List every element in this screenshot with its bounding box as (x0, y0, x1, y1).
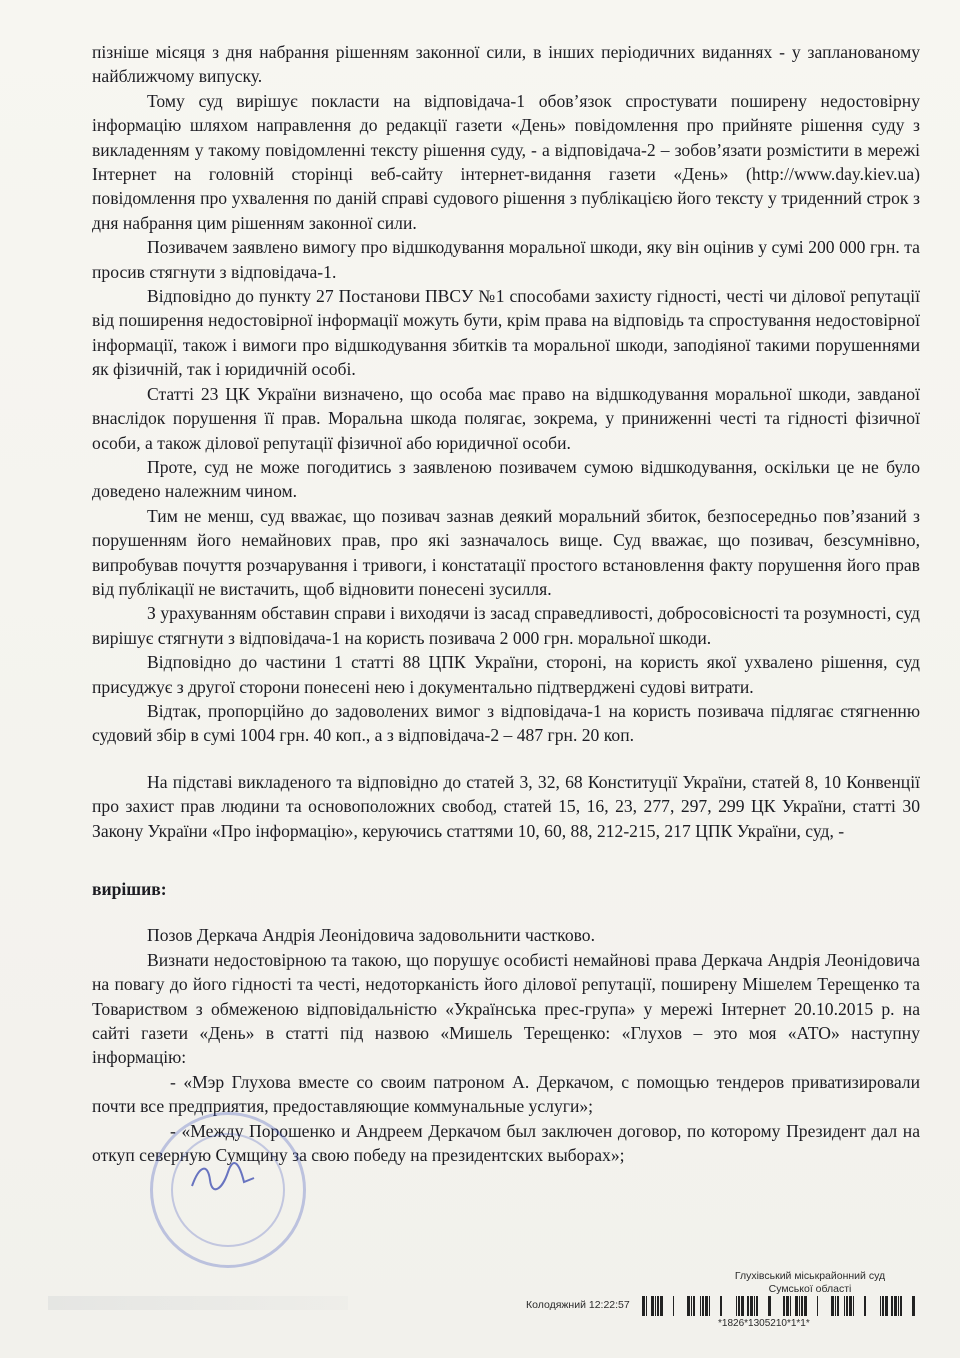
paragraph: пізніше місяця з дня набрання рішенням законної сили, в інших періодичних виданнях - у запланованому найближчому випуску. (92, 42, 920, 87)
resolution-paragraph: Визнати недостовірною та такою, що порушує особисті немайнові права Деркача Андрія Леонідовича на повагу до його гідності та честі, недоторканість його ділової репутації, поширену Мішелем Терещенко та Товариством з обмеженою відповідальністю «Українська прес-група» у мережі Інтернет 20.10.2015 р. на сайті газети «День» в статті під назвою «Мишель Терещенко: «Глухов – это моя «АТО» наступну інформацію: (92, 949, 920, 1068)
court-region-line: Сумської області (768, 1283, 852, 1295)
paragraph: З урахуванням обставин справи і виходячи із засад справедливості, добросовісності та розумності, суд вирішує стягнути з відповідача-1 на користь позивача 2 000 грн. моральної шкоди. (92, 603, 920, 648)
paragraph: Відповідно до частини 1 статті 88 ЦПК України, стороні, на користь якої ухвалено рішення, суд присуджує з другої сторони понесені нею і документально підтверджені судові витрати. (92, 652, 920, 697)
barcode-icon (642, 1296, 918, 1316)
court-name-block (700, 1270, 920, 1296)
resolution-paragraph: Позов Деркача Андрія Леонідовича задовольнити частково. (147, 925, 595, 946)
paragraph: Проте, суд не може погодитись з заявленою позивачем сумою відшкодування, оскільки це не було доведено належним чином. (92, 456, 920, 502)
paragraph: На підставі викладеного та відповідно до статей 3, 32, 68 Конституції України, статей 8, 10 Конвенції про захист прав людини та основоположних свобод, статей 15, 16, 23, 277, 297, 299 ЦК України, статті 30 Закону України «Про інформацію», керуючись статтями 10, 60, 88, 212-215, 217 ЦПК України, суд, - (92, 771, 920, 841)
resolution-heading: вирішив: (92, 879, 167, 899)
paragraph: Тим не менш, суд вважає, що позивач зазнав деякий моральний збиток, безпосередньо пов’язаний з порушенням його немайнових прав, про які зазначалось вище. Суд вважає, що позивач, безсумнівно, випробував почуття розчарування і тривоги, і констатації простого встановлення факту порушення його прав від публікації не вистачить, щоб відновити понесені зусилля. (92, 505, 920, 599)
quoted-statement: - «Между Порошенко и Андреем Деркачом был заключен договор, по которому Президент дал на откуп северную Сумщину за свою победу на президентских выборах»; (92, 1120, 920, 1166)
barcode-number: *1826*1305210*1*1* (718, 1318, 810, 1329)
document-body (92, 40, 920, 1167)
faded-footer-shadow (48, 1296, 348, 1310)
footer-user-time: Колодяжний 12:22:57 (526, 1299, 630, 1311)
quoted-statement: - «Мэр Глухова вместе со своим патроном А. Деркачом, с помощью тендеров приватизировали почти все предприятия, предоставляющие коммунальные услуги»; (92, 1071, 920, 1117)
paragraph: Відповідно до пункту 27 Постанови ПВСУ №1 способами захисту гідності, честі чи ділової репутації від поширення недостовірної інформації можуть бути, крім права на відповідь та спростування недостовірної інформації, також і вимоги про відшкодування збитків та моральної шкоди, заподіяної такими порушеннями як фізичній, так і юридичній особі. (92, 286, 920, 380)
paragraph: Позивачем заявлено вимогу про відшкодування моральної шкоди, яку він оцінив у сумі 200 000 грн. та просив стягнути з відповідача-1. (92, 237, 920, 282)
court-name-line: Глухівський міськрайонний суд (734, 1270, 886, 1282)
paragraph: Статті 23 ЦК України визначено, що особа має право на відшкодування моральної шкоди, завданої внаслідок порушення її прав. Моральна шкода полягає, зокрема, у приниженні честі та гідності фізичної особи, а також ділової репутації фізичної або юридичної особи. (92, 383, 920, 453)
paragraph: Тому суд вирішує покласти на відповідача-1 обов’язок спростувати поширену недостовірну інформацію шляхом направлення до редакції газети «День» повідомлення про прийняте рішення суду з викладенням у такому повідомленні тексту рішення суду, - а відповідача-2 – зобов’язати розмістити в мережі Інтернет на головній сторінці веб-сайту інтернет-видання газети «День» (http://www.day.kiev.ua) повідомлення про ухвалення по даній справі судового рішення з публікацією його тексту у триденний строк з дня набрання цим рішенням законної сили. (92, 90, 920, 233)
paragraph: Відтак, пропорційно до задоволених вимог з відповідача-1 на користь позивача підлягає стягненню судовий збір в сумі 1004 грн. 40 коп., а з відповідача-2 – 487 грн. 20 коп. (92, 700, 920, 746)
